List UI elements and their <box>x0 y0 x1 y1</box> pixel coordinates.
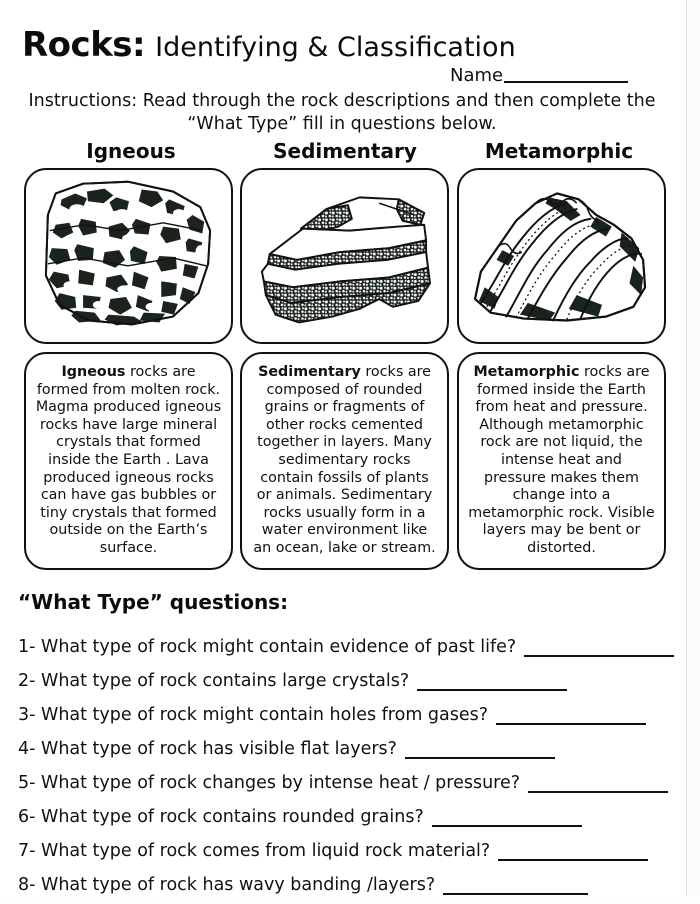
question-text-7: 7- What type of rock comes from liquid rock material? <box>18 841 491 861</box>
question-row-2 <box>18 657 678 691</box>
scan-edge-bottom <box>0 896 700 904</box>
sedimentary-rock-icon <box>242 170 447 342</box>
title-main-text: Rocks: <box>22 25 146 65</box>
question-text-2: 2- What type of rock contains large crystals? <box>18 671 410 691</box>
scan-edge-right <box>686 0 700 904</box>
question-text-4: 4- What type of rock has visible flat layers? <box>18 739 397 759</box>
question-answer-blank-4[interactable] <box>405 744 555 759</box>
questions-heading: “What Type” questions: <box>18 590 289 614</box>
question-text-3: 3- What type of rock might contain holes from gases? <box>18 705 489 725</box>
question-row-4 <box>18 725 678 759</box>
sedimentary-image-box <box>240 168 449 344</box>
name-field-label: Name <box>450 65 504 86</box>
igneous-description-term: Igneous <box>61 364 126 380</box>
sedimentary-description-text: rocks are composed of rounded grains or fragments of other rocks cemented together in layers. Many sedimentary rocks contain fossils of plants or animals. Sedimentary rocks usually form in a water environment like an ocean, lake or stream. <box>253 364 436 556</box>
sedimentary-description-term: Sedimentary <box>258 364 361 380</box>
question-row-8 <box>18 861 678 895</box>
metamorphic-image-box <box>457 168 666 344</box>
column-header-igneous: Igneous <box>86 139 176 163</box>
igneous-rock-icon <box>26 170 231 342</box>
question-answer-blank-6[interactable] <box>432 812 582 827</box>
metamorphic-description-term: Metamorphic <box>473 364 580 380</box>
metamorphic-rock-icon <box>459 170 664 342</box>
metamorphic-description-box <box>457 352 666 570</box>
question-answer-blank-5[interactable] <box>528 778 668 793</box>
question-answer-blank-2[interactable] <box>417 676 567 691</box>
question-row-5 <box>18 759 678 793</box>
igneous-description-text: rocks are formed from molten rock. Magma produced igneous rocks have large mineral crystals that formed inside the Earth . Lava produced igneous rocks can have gas bubbles or tiny crystals that formed outside on the Earth’s surface. <box>35 364 222 556</box>
question-text-5: 5- What type of rock changes by intense heat / pressure? <box>18 773 521 793</box>
question-answer-blank-3[interactable] <box>496 710 646 725</box>
question-row-3 <box>18 691 678 725</box>
instructions-text <box>0 90 684 136</box>
title-subtitle-text: Identifying & Classification <box>155 32 516 63</box>
column-sedimentary <box>240 168 449 556</box>
column-header-sedimentary: Sedimentary <box>273 139 417 163</box>
rock-type-headers <box>24 139 666 163</box>
question-answer-blank-8[interactable] <box>443 880 588 895</box>
question-text-6: 6- What type of rock contains rounded grains? <box>18 807 424 827</box>
question-answer-blank-7[interactable] <box>498 846 648 861</box>
instructions-line-2: “What Type” fill in questions below. <box>187 114 497 134</box>
instructions-line-1: Instructions: Read through the rock descriptions and then complete the <box>28 91 656 111</box>
igneous-image-box <box>24 168 233 344</box>
question-row-1 <box>18 623 678 657</box>
question-row-7 <box>18 827 678 861</box>
question-text-1: 1- What type of rock might contain evidence of past life? <box>18 637 517 657</box>
name-field[interactable] <box>450 67 628 85</box>
name-field-blank[interactable] <box>504 69 628 83</box>
sedimentary-description-box <box>240 352 449 570</box>
questions-list <box>18 623 678 895</box>
question-row-6 <box>18 793 678 827</box>
page-title <box>22 25 516 65</box>
question-answer-blank-1[interactable] <box>524 642 674 657</box>
metamorphic-description-text: rocks are formed inside the Earth from heat and pressure. Although metamorphic rock are not liquid, the intense heat and pressure makes them change into a metamorphic rock. Visible layers may be bent or distorted. <box>468 364 655 556</box>
question-text-8: 8- What type of rock has wavy banding /layers? <box>18 875 436 895</box>
igneous-description-box <box>24 352 233 570</box>
column-metamorphic <box>457 168 666 556</box>
column-igneous <box>24 168 233 556</box>
column-header-metamorphic: Metamorphic <box>484 139 634 163</box>
